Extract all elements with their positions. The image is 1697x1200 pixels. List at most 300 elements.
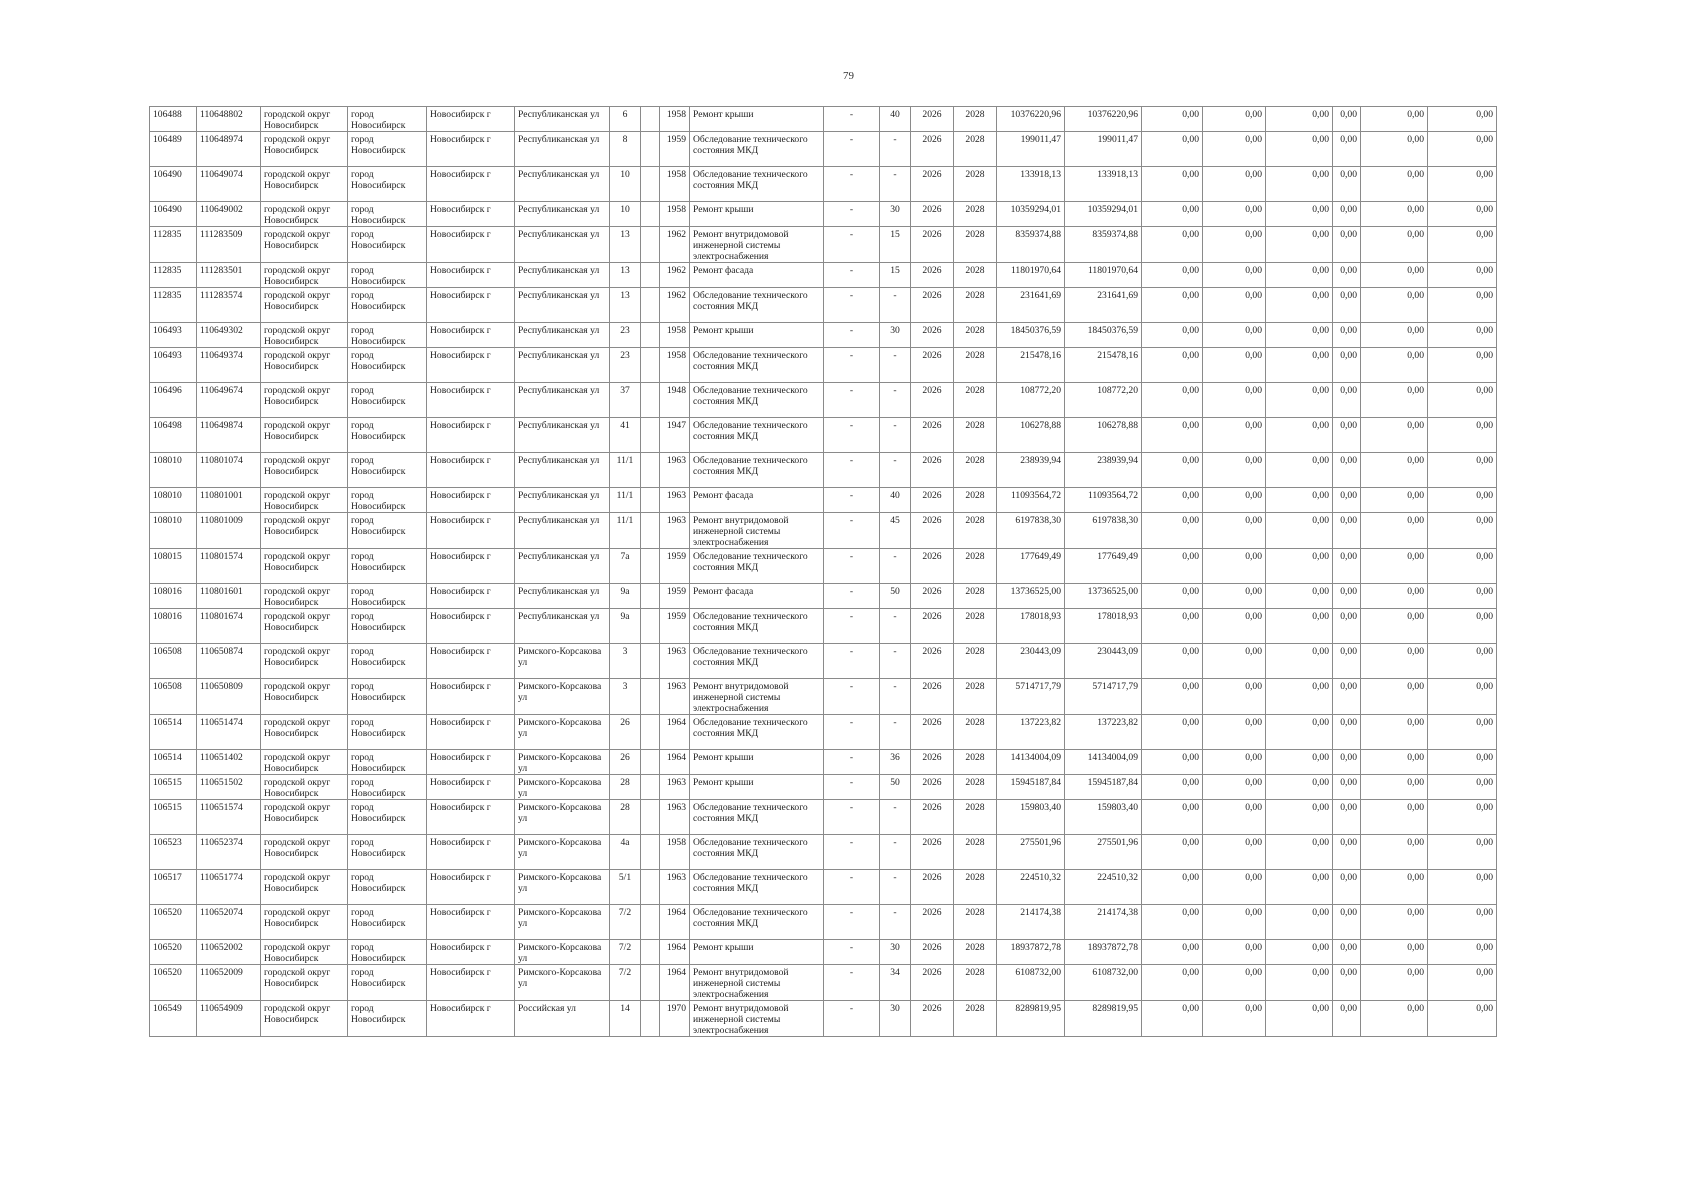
separator-cell: -	[824, 940, 880, 965]
end-year-cell: 2028	[954, 965, 997, 1001]
fund-cost-cell: 6108732,00	[1065, 965, 1142, 1001]
total-cost-cell: 178018,93	[997, 609, 1065, 644]
work-id-cell: 110651774	[197, 870, 261, 905]
house-number-cell: 26	[610, 715, 641, 750]
locality-cell: Новосибирск г	[427, 965, 515, 1001]
build-year-cell: 1962	[660, 288, 690, 323]
budget-3-cell: 0,00	[1266, 132, 1333, 167]
end-year-cell: 2028	[954, 609, 997, 644]
house-id-cell: 108016	[150, 584, 197, 609]
separator-cell: -	[824, 383, 880, 418]
budget-5-cell: 0,00	[1361, 1001, 1428, 1037]
locality-cell: Новосибирск г	[427, 775, 515, 800]
work-type-cell: Обследование технического состояния МКД	[690, 132, 824, 167]
total-cost-cell: 8359374,88	[997, 227, 1065, 263]
budget-6-cell: 0,00	[1428, 167, 1497, 202]
end-year-cell: 2028	[954, 488, 997, 513]
budget-1-cell: 0,00	[1142, 348, 1203, 383]
budget-5-cell: 0,00	[1361, 584, 1428, 609]
budget-3-cell: 0,00	[1266, 1001, 1333, 1037]
total-cost-cell: 108772,20	[997, 383, 1065, 418]
budget-3-cell: 0,00	[1266, 870, 1333, 905]
budget-1-cell: 0,00	[1142, 750, 1203, 775]
budget-4-cell: 0,00	[1333, 1001, 1361, 1037]
settlement-cell: город Новосибирск	[348, 167, 427, 202]
budget-2-cell: 0,00	[1203, 453, 1266, 488]
budget-2-cell: 0,00	[1203, 132, 1266, 167]
wear-percent-cell: -	[880, 715, 911, 750]
end-year-cell: 2028	[954, 679, 997, 715]
house-id-cell: 106489	[150, 132, 197, 167]
street-cell: Римского-Корсакова ул	[515, 644, 610, 679]
budget-2-cell: 0,00	[1203, 418, 1266, 453]
blank-column-cell	[641, 167, 660, 202]
street-cell: Республиканская ул	[515, 107, 610, 132]
budget-5-cell: 0,00	[1361, 227, 1428, 263]
budget-2-cell: 0,00	[1203, 323, 1266, 348]
total-cost-cell: 214174,38	[997, 905, 1065, 940]
municipal-district-cell: городской округ Новосибирск	[261, 835, 348, 870]
table-row	[150, 800, 1497, 835]
budget-1-cell: 0,00	[1142, 488, 1203, 513]
table-row	[150, 132, 1497, 167]
separator-cell: -	[824, 348, 880, 383]
budget-1-cell: 0,00	[1142, 905, 1203, 940]
budget-1-cell: 0,00	[1142, 323, 1203, 348]
fund-cost-cell: 15945187,84	[1065, 775, 1142, 800]
work-type-cell: Ремонт крыши	[690, 940, 824, 965]
street-cell: Республиканская ул	[515, 549, 610, 584]
locality-cell: Новосибирск г	[427, 348, 515, 383]
wear-percent-cell: -	[880, 288, 911, 323]
separator-cell: -	[824, 549, 880, 584]
start-year-cell: 2026	[911, 940, 954, 965]
fund-cost-cell: 11801970,64	[1065, 263, 1142, 288]
settlement-cell: город Новосибирск	[348, 348, 427, 383]
build-year-cell: 1959	[660, 549, 690, 584]
locality-cell: Новосибирск г	[427, 132, 515, 167]
total-cost-cell: 230443,09	[997, 644, 1065, 679]
house-number-cell: 7/2	[610, 940, 641, 965]
table-row	[150, 609, 1497, 644]
build-year-cell: 1963	[660, 870, 690, 905]
settlement-cell: город Новосибирск	[348, 750, 427, 775]
budget-4-cell: 0,00	[1333, 513, 1361, 549]
budget-2-cell: 0,00	[1203, 905, 1266, 940]
budget-1-cell: 0,00	[1142, 513, 1203, 549]
separator-cell: -	[824, 905, 880, 940]
budget-6-cell: 0,00	[1428, 202, 1497, 227]
locality-cell: Новосибирск г	[427, 679, 515, 715]
table-row	[150, 453, 1497, 488]
budget-4-cell: 0,00	[1333, 679, 1361, 715]
locality-cell: Новосибирск г	[427, 609, 515, 644]
municipal-district-cell: городской округ Новосибирск	[261, 870, 348, 905]
budget-3-cell: 0,00	[1266, 775, 1333, 800]
budget-6-cell: 0,00	[1428, 348, 1497, 383]
street-cell: Римского-Корсакова ул	[515, 965, 610, 1001]
locality-cell: Новосибирск г	[427, 488, 515, 513]
budget-3-cell: 0,00	[1266, 227, 1333, 263]
budget-2-cell: 0,00	[1203, 227, 1266, 263]
municipal-district-cell: городской округ Новосибирск	[261, 453, 348, 488]
settlement-cell: город Новосибирск	[348, 488, 427, 513]
fund-cost-cell: 199011,47	[1065, 132, 1142, 167]
street-cell: Республиканская ул	[515, 513, 610, 549]
house-id-cell: 106493	[150, 348, 197, 383]
street-cell: Римского-Корсакова ул	[515, 835, 610, 870]
house-id-cell: 106514	[150, 715, 197, 750]
work-id-cell: 111283509	[197, 227, 261, 263]
budget-6-cell: 0,00	[1428, 107, 1497, 132]
start-year-cell: 2026	[911, 750, 954, 775]
total-cost-cell: 11093564,72	[997, 488, 1065, 513]
separator-cell: -	[824, 453, 880, 488]
blank-column-cell	[641, 323, 660, 348]
municipal-district-cell: городской округ Новосибирск	[261, 323, 348, 348]
locality-cell: Новосибирск г	[427, 750, 515, 775]
locality-cell: Новосибирск г	[427, 905, 515, 940]
house-number-cell: 11/1	[610, 513, 641, 549]
budget-3-cell: 0,00	[1266, 323, 1333, 348]
house-number-cell: 4а	[610, 835, 641, 870]
house-number-cell: 5/1	[610, 870, 641, 905]
house-id-cell: 106549	[150, 1001, 197, 1037]
budget-4-cell: 0,00	[1333, 965, 1361, 1001]
locality-cell: Новосибирск г	[427, 418, 515, 453]
work-id-cell: 110652009	[197, 965, 261, 1001]
settlement-cell: город Новосибирск	[348, 609, 427, 644]
work-type-cell: Ремонт фасада	[690, 488, 824, 513]
street-cell: Римского-Корсакова ул	[515, 679, 610, 715]
house-id-cell: 108010	[150, 488, 197, 513]
fund-cost-cell: 231641,69	[1065, 288, 1142, 323]
blank-column-cell	[641, 905, 660, 940]
fund-cost-cell: 177649,49	[1065, 549, 1142, 584]
house-id-cell: 106520	[150, 905, 197, 940]
budget-6-cell: 0,00	[1428, 323, 1497, 348]
budget-3-cell: 0,00	[1266, 167, 1333, 202]
start-year-cell: 2026	[911, 549, 954, 584]
municipal-district-cell: городской округ Новосибирск	[261, 132, 348, 167]
budget-2-cell: 0,00	[1203, 644, 1266, 679]
budget-6-cell: 0,00	[1428, 775, 1497, 800]
municipal-district-cell: городской округ Новосибирск	[261, 288, 348, 323]
separator-cell: -	[824, 202, 880, 227]
budget-1-cell: 0,00	[1142, 453, 1203, 488]
work-id-cell: 110649002	[197, 202, 261, 227]
budget-5-cell: 0,00	[1361, 288, 1428, 323]
house-number-cell: 10	[610, 202, 641, 227]
build-year-cell: 1962	[660, 263, 690, 288]
house-id-cell: 106520	[150, 940, 197, 965]
blank-column-cell	[641, 453, 660, 488]
work-type-cell: Обследование технического состояния МКД	[690, 167, 824, 202]
wear-percent-cell: 30	[880, 940, 911, 965]
table-row	[150, 835, 1497, 870]
separator-cell: -	[824, 323, 880, 348]
work-type-cell: Ремонт крыши	[690, 323, 824, 348]
budget-2-cell: 0,00	[1203, 835, 1266, 870]
build-year-cell: 1948	[660, 383, 690, 418]
table-row	[150, 584, 1497, 609]
house-number-cell: 37	[610, 383, 641, 418]
budget-3-cell: 0,00	[1266, 513, 1333, 549]
house-id-cell: 112835	[150, 288, 197, 323]
build-year-cell: 1958	[660, 348, 690, 383]
budget-4-cell: 0,00	[1333, 383, 1361, 418]
street-cell: Римского-Корсакова ул	[515, 940, 610, 965]
settlement-cell: город Новосибирск	[348, 383, 427, 418]
municipal-district-cell: городской округ Новосибирск	[261, 202, 348, 227]
table-row	[150, 644, 1497, 679]
municipal-district-cell: городской округ Новосибирск	[261, 227, 348, 263]
budget-2-cell: 0,00	[1203, 263, 1266, 288]
budget-2-cell: 0,00	[1203, 549, 1266, 584]
build-year-cell: 1963	[660, 453, 690, 488]
total-cost-cell: 8289819,95	[997, 1001, 1065, 1037]
start-year-cell: 2026	[911, 609, 954, 644]
budget-6-cell: 0,00	[1428, 132, 1497, 167]
budget-3-cell: 0,00	[1266, 715, 1333, 750]
work-id-cell: 110651474	[197, 715, 261, 750]
house-number-cell: 11/1	[610, 453, 641, 488]
house-number-cell: 7/2	[610, 905, 641, 940]
budget-2-cell: 0,00	[1203, 940, 1266, 965]
budget-5-cell: 0,00	[1361, 644, 1428, 679]
total-cost-cell: 14134004,09	[997, 750, 1065, 775]
budget-3-cell: 0,00	[1266, 418, 1333, 453]
budget-4-cell: 0,00	[1333, 202, 1361, 227]
house-number-cell: 28	[610, 775, 641, 800]
build-year-cell: 1962	[660, 227, 690, 263]
blank-column-cell	[641, 800, 660, 835]
table-row	[150, 775, 1497, 800]
budget-3-cell: 0,00	[1266, 584, 1333, 609]
table-row	[150, 383, 1497, 418]
build-year-cell: 1958	[660, 835, 690, 870]
work-type-cell: Обследование технического состояния МКД	[690, 609, 824, 644]
budget-5-cell: 0,00	[1361, 940, 1428, 965]
budget-4-cell: 0,00	[1333, 609, 1361, 644]
locality-cell: Новосибирск г	[427, 323, 515, 348]
build-year-cell: 1963	[660, 513, 690, 549]
wear-percent-cell: 15	[880, 227, 911, 263]
budget-5-cell: 0,00	[1361, 870, 1428, 905]
table-row	[150, 549, 1497, 584]
municipal-district-cell: городской округ Новосибирск	[261, 715, 348, 750]
table-row	[150, 348, 1497, 383]
budget-6-cell: 0,00	[1428, 453, 1497, 488]
start-year-cell: 2026	[911, 835, 954, 870]
budget-2-cell: 0,00	[1203, 107, 1266, 132]
budget-3-cell: 0,00	[1266, 905, 1333, 940]
wear-percent-cell: 50	[880, 775, 911, 800]
fund-cost-cell: 11093564,72	[1065, 488, 1142, 513]
settlement-cell: город Новосибирск	[348, 513, 427, 549]
build-year-cell: 1959	[660, 584, 690, 609]
municipal-district-cell: городской округ Новосибирск	[261, 383, 348, 418]
budget-3-cell: 0,00	[1266, 453, 1333, 488]
municipal-district-cell: городской округ Новосибирск	[261, 167, 348, 202]
budget-3-cell: 0,00	[1266, 549, 1333, 584]
budget-2-cell: 0,00	[1203, 775, 1266, 800]
budget-4-cell: 0,00	[1333, 132, 1361, 167]
budget-1-cell: 0,00	[1142, 609, 1203, 644]
budget-5-cell: 0,00	[1361, 107, 1428, 132]
start-year-cell: 2026	[911, 715, 954, 750]
municipal-district-cell: городской округ Новосибирск	[261, 584, 348, 609]
house-id-cell: 106496	[150, 383, 197, 418]
wear-percent-cell: 30	[880, 323, 911, 348]
start-year-cell: 2026	[911, 870, 954, 905]
end-year-cell: 2028	[954, 940, 997, 965]
build-year-cell: 1958	[660, 167, 690, 202]
municipal-district-cell: городской округ Новосибирск	[261, 1001, 348, 1037]
budget-1-cell: 0,00	[1142, 288, 1203, 323]
fund-cost-cell: 224510,32	[1065, 870, 1142, 905]
house-number-cell: 3	[610, 644, 641, 679]
budget-6-cell: 0,00	[1428, 679, 1497, 715]
street-cell: Римского-Корсакова ул	[515, 870, 610, 905]
budget-5-cell: 0,00	[1361, 905, 1428, 940]
settlement-cell: город Новосибирск	[348, 835, 427, 870]
house-id-cell: 106523	[150, 835, 197, 870]
work-id-cell: 110651402	[197, 750, 261, 775]
street-cell: Республиканская ул	[515, 323, 610, 348]
build-year-cell: 1963	[660, 644, 690, 679]
blank-column-cell	[641, 609, 660, 644]
budget-4-cell: 0,00	[1333, 584, 1361, 609]
budget-6-cell: 0,00	[1428, 513, 1497, 549]
budget-2-cell: 0,00	[1203, 750, 1266, 775]
separator-cell: -	[824, 263, 880, 288]
start-year-cell: 2026	[911, 418, 954, 453]
settlement-cell: город Новосибирск	[348, 549, 427, 584]
budget-6-cell: 0,00	[1428, 227, 1497, 263]
table-row	[150, 418, 1497, 453]
locality-cell: Новосибирск г	[427, 513, 515, 549]
street-cell: Римского-Корсакова ул	[515, 775, 610, 800]
locality-cell: Новосибирск г	[427, 715, 515, 750]
work-id-cell: 110801674	[197, 609, 261, 644]
total-cost-cell: 15945187,84	[997, 775, 1065, 800]
house-number-cell: 26	[610, 750, 641, 775]
total-cost-cell: 224510,32	[997, 870, 1065, 905]
budget-1-cell: 0,00	[1142, 167, 1203, 202]
total-cost-cell: 137223,82	[997, 715, 1065, 750]
build-year-cell: 1970	[660, 1001, 690, 1037]
end-year-cell: 2028	[954, 263, 997, 288]
work-type-cell: Ремонт фасада	[690, 263, 824, 288]
house-id-cell: 106490	[150, 202, 197, 227]
blank-column-cell	[641, 584, 660, 609]
end-year-cell: 2028	[954, 870, 997, 905]
settlement-cell: город Новосибирск	[348, 905, 427, 940]
budget-6-cell: 0,00	[1428, 488, 1497, 513]
budget-3-cell: 0,00	[1266, 609, 1333, 644]
start-year-cell: 2026	[911, 1001, 954, 1037]
blank-column-cell	[641, 835, 660, 870]
total-cost-cell: 6197838,30	[997, 513, 1065, 549]
blank-column-cell	[641, 644, 660, 679]
municipal-district-cell: городской округ Новосибирск	[261, 940, 348, 965]
budget-6-cell: 0,00	[1428, 940, 1497, 965]
settlement-cell: город Новосибирск	[348, 263, 427, 288]
budget-2-cell: 0,00	[1203, 383, 1266, 418]
wear-percent-cell: -	[880, 348, 911, 383]
total-cost-cell: 11801970,64	[997, 263, 1065, 288]
work-id-cell: 110648802	[197, 107, 261, 132]
locality-cell: Новосибирск г	[427, 202, 515, 227]
settlement-cell: город Новосибирск	[348, 418, 427, 453]
settlement-cell: город Новосибирск	[348, 775, 427, 800]
street-cell: Республиканская ул	[515, 418, 610, 453]
house-id-cell: 108016	[150, 609, 197, 644]
municipal-district-cell: городской округ Новосибирск	[261, 513, 348, 549]
blank-column-cell	[641, 1001, 660, 1037]
house-id-cell: 106514	[150, 750, 197, 775]
settlement-cell: город Новосибирск	[348, 715, 427, 750]
budget-5-cell: 0,00	[1361, 348, 1428, 383]
municipal-district-cell: городской округ Новосибирск	[261, 609, 348, 644]
separator-cell: -	[824, 644, 880, 679]
fund-cost-cell: 238939,94	[1065, 453, 1142, 488]
end-year-cell: 2028	[954, 323, 997, 348]
house-id-cell: 106515	[150, 775, 197, 800]
work-type-cell: Обследование технического состояния МКД	[690, 905, 824, 940]
build-year-cell: 1959	[660, 609, 690, 644]
budget-6-cell: 0,00	[1428, 905, 1497, 940]
work-id-cell: 110654909	[197, 1001, 261, 1037]
settlement-cell: город Новосибирск	[348, 132, 427, 167]
house-id-cell: 112835	[150, 227, 197, 263]
build-year-cell: 1964	[660, 940, 690, 965]
separator-cell: -	[824, 965, 880, 1001]
total-cost-cell: 5714717,79	[997, 679, 1065, 715]
table-row	[150, 940, 1497, 965]
locality-cell: Новосибирск г	[427, 800, 515, 835]
wear-percent-cell: 30	[880, 202, 911, 227]
budget-4-cell: 0,00	[1333, 549, 1361, 584]
blank-column-cell	[641, 348, 660, 383]
budget-5-cell: 0,00	[1361, 488, 1428, 513]
end-year-cell: 2028	[954, 348, 997, 383]
start-year-cell: 2026	[911, 167, 954, 202]
street-cell: Республиканская ул	[515, 167, 610, 202]
municipal-district-cell: городской округ Новосибирск	[261, 965, 348, 1001]
total-cost-cell: 238939,94	[997, 453, 1065, 488]
work-id-cell: 110649374	[197, 348, 261, 383]
work-type-cell: Ремонт внутридомовой инженерной системы электроснабжения	[690, 965, 824, 1001]
street-cell: Республиканская ул	[515, 202, 610, 227]
fund-cost-cell: 214174,38	[1065, 905, 1142, 940]
budget-4-cell: 0,00	[1333, 870, 1361, 905]
budget-6-cell: 0,00	[1428, 549, 1497, 584]
separator-cell: -	[824, 107, 880, 132]
settlement-cell: город Новосибирск	[348, 1001, 427, 1037]
start-year-cell: 2026	[911, 288, 954, 323]
budget-2-cell: 0,00	[1203, 870, 1266, 905]
municipal-district-cell: городской округ Новосибирск	[261, 750, 348, 775]
budget-6-cell: 0,00	[1428, 584, 1497, 609]
blank-column-cell	[641, 488, 660, 513]
budget-2-cell: 0,00	[1203, 513, 1266, 549]
end-year-cell: 2028	[954, 584, 997, 609]
house-number-cell: 9а	[610, 584, 641, 609]
table-row	[150, 513, 1497, 549]
budget-6-cell: 0,00	[1428, 1001, 1497, 1037]
